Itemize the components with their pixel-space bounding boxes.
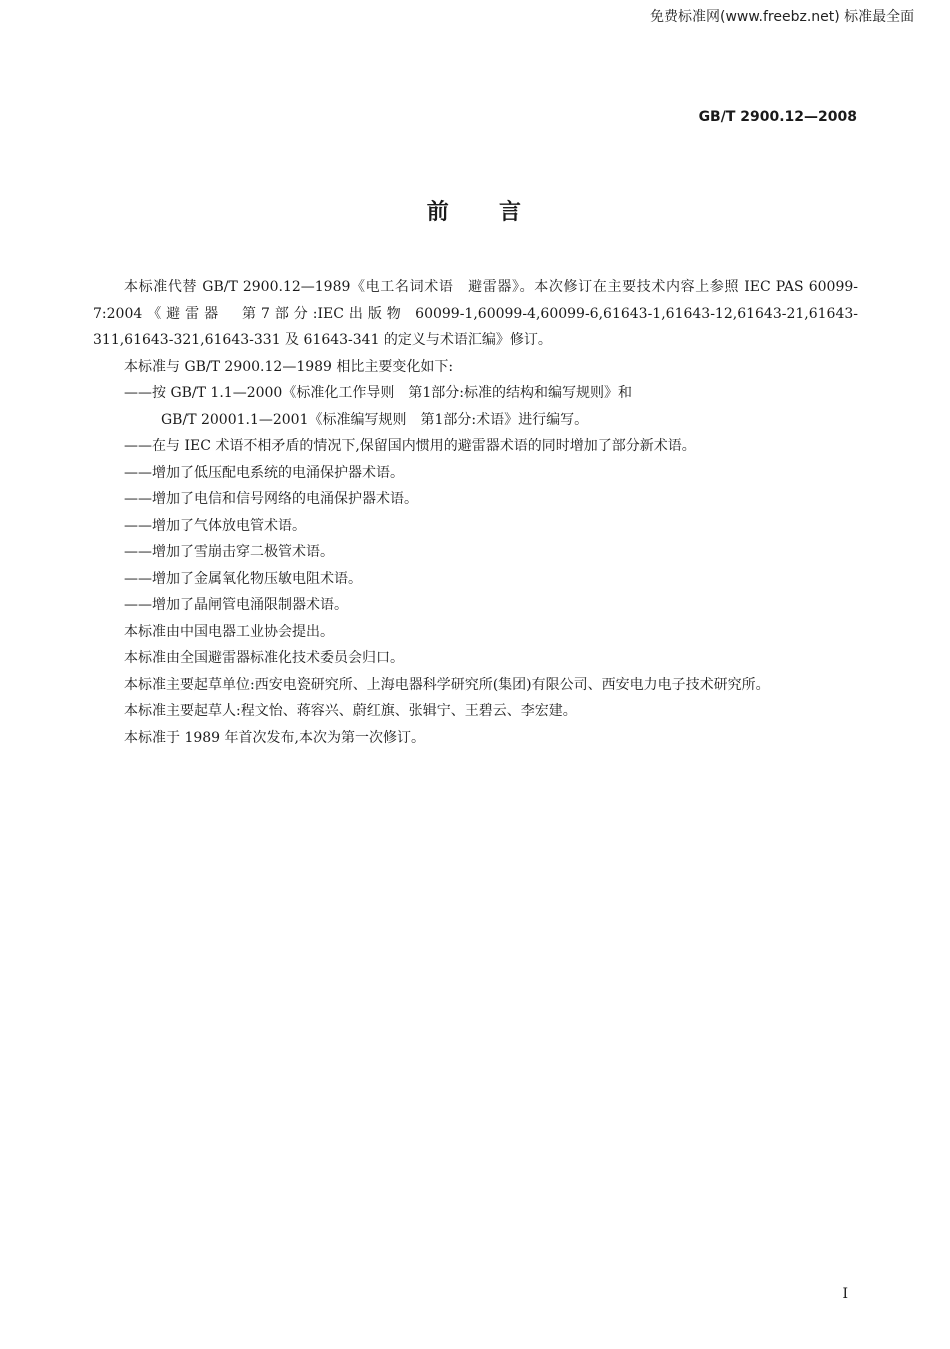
paragraph-changes-intro: 本标准与 GB/T 2900.12—1989 相比主要变化如下: <box>124 358 454 375</box>
page-title <box>0 195 950 226</box>
change-item-1: ——按 GB/T 1.1—2000《标准化工作导则 第1部分:标准的结构和编写规则》和 <box>124 385 632 401</box>
paragraph-committee: 本标准由全国避雷器标准化技术委员会归口。 <box>124 650 404 666</box>
title-char-2: 言 <box>499 200 524 225</box>
title-char-1: 前 <box>426 200 451 225</box>
paragraph-history: 本标准于 1989 年首次发布,本次为第一次修订。 <box>124 729 425 746</box>
paragraph-drafters: 本标准主要起草人:程文怡、蒋容兴、蔚红旗、张辑宁、王碧云、李宏建。 <box>124 703 577 719</box>
watermark-text: 免费标准网(www.freebz.net) 标准最全面 <box>650 9 915 25</box>
change-item-7: ——增加了金属氧化物压敏电阻术语。 <box>124 570 362 587</box>
change-item-6: ——增加了雪崩击穿二极管术语。 <box>124 544 334 560</box>
page-number: I <box>842 1286 848 1302</box>
change-item-4: ——增加了电信和信号网络的电涌保护器术语。 <box>124 491 418 507</box>
change-item-1-continued: GB/T 20001.1—2001《标准编写规则 第1部分:术语》进行编写。 <box>161 411 589 428</box>
change-item-8: ——增加了晶闸管电涌限制器术语。 <box>124 597 348 613</box>
change-item-3: ——增加了低压配电系统的电涌保护器术语。 <box>124 464 404 481</box>
foreword-body <box>93 274 858 751</box>
standard-code: GB/T 2900.12—2008 <box>698 109 857 125</box>
change-item-5: ——增加了气体放电管术语。 <box>124 517 306 534</box>
change-item-2: ——在与 IEC 术语不相矛盾的情况下,保留国内惯用的避雷器术语的同时增加了部分新术语。 <box>124 438 696 454</box>
paragraph-replacement: 本标准代替 GB/T 2900.12—1989《电工名词术语 避雷器》。本次修订在主要技术内容上参照 IEC PAS 60099-7:2004《避雷器 第7部分:IEC出版物 60099-1,60099-4,60099-6,61643-1,61643-12,61643-21,61643-311,61643-321,61643-331 及 61643-341 的定义与术语汇编》修订。 <box>93 279 858 348</box>
paragraph-proposer: 本标准由中国电器工业协会提出。 <box>124 623 334 640</box>
paragraph-drafting-units: 本标准主要起草单位:西安电瓷研究所、上海电器科学研究所(集团)有限公司、西安电力电子技术研究所。 <box>124 676 770 693</box>
